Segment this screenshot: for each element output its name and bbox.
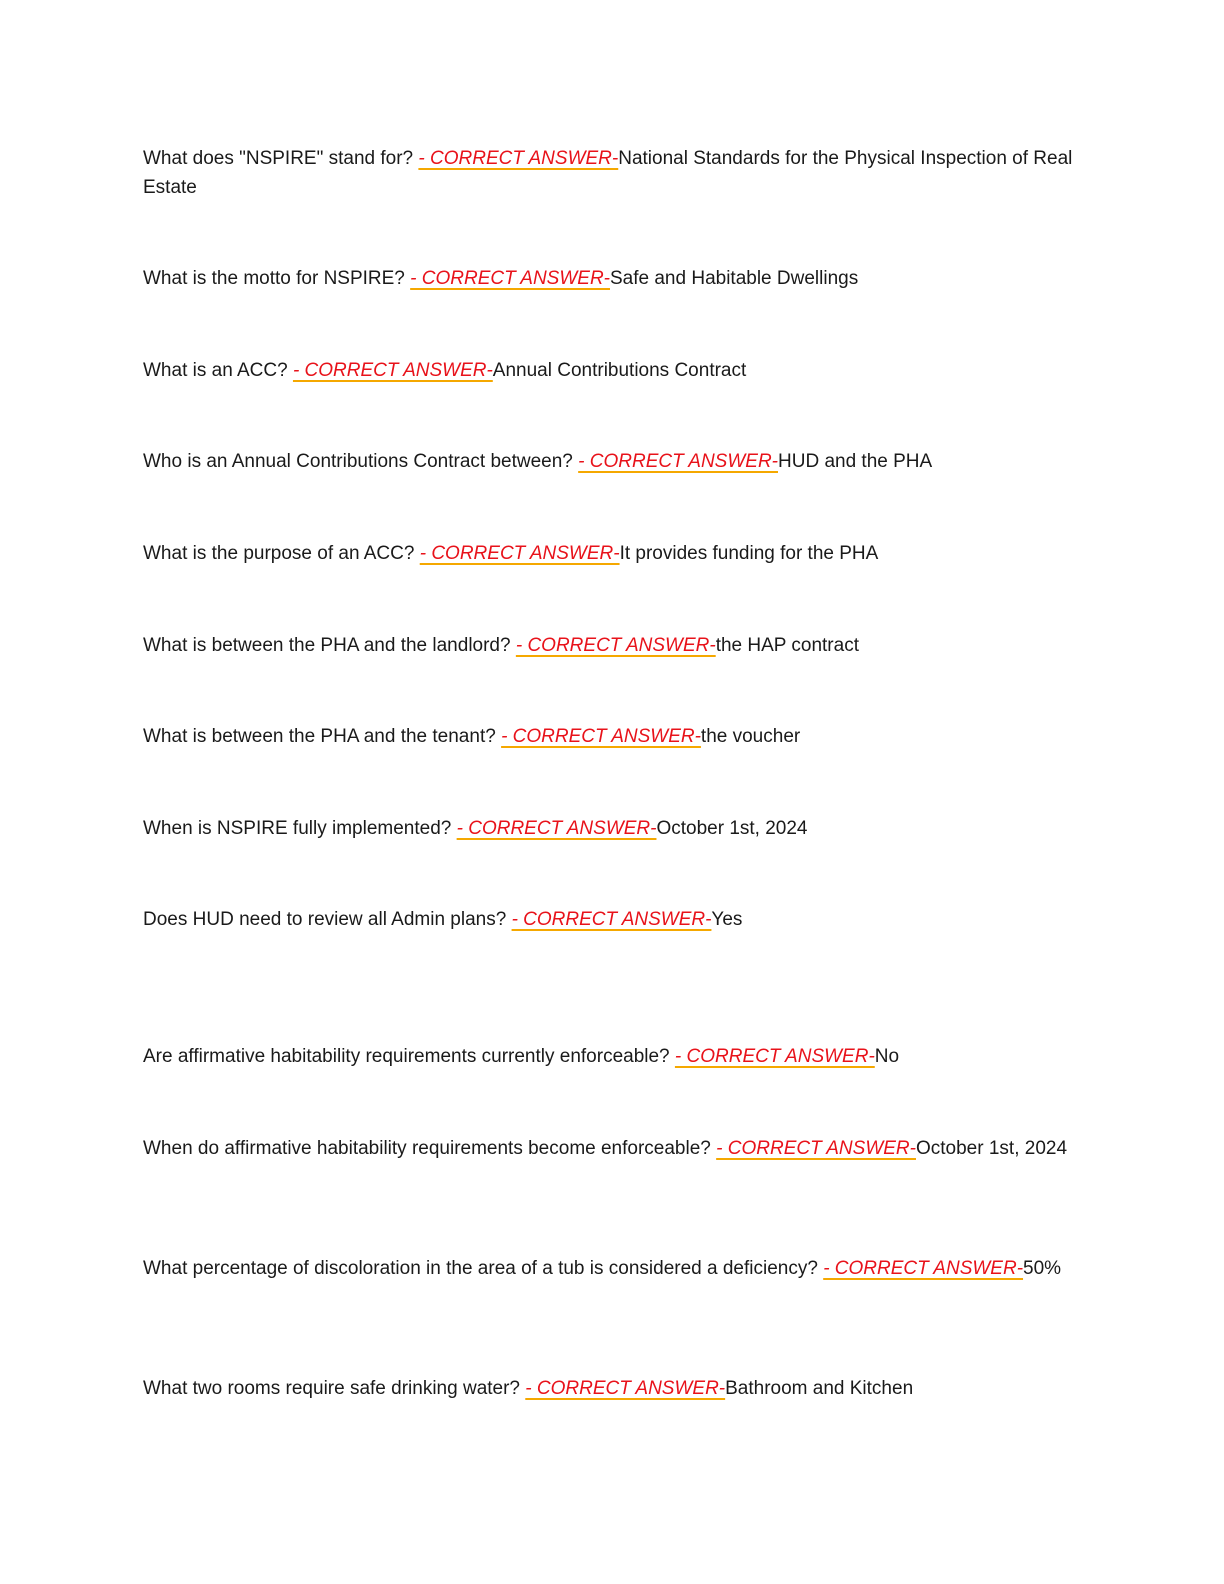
question-text: What is the purpose of an ACC? (143, 543, 420, 564)
correct-answer-label: - CORRECT ANSWER- (419, 543, 620, 564)
correct-answer-label: - CORRECT ANSWER- (578, 451, 778, 472)
answer-text: It provides funding for the PHA (619, 543, 879, 564)
answer-text: the HAP contract (715, 635, 859, 656)
answer-text: No (874, 1046, 900, 1067)
answer-text: HUD and the PHA (778, 451, 933, 472)
question-text: Are affirmative habitability requirements currently enforceable? (143, 1046, 675, 1067)
answer-text: Annual Contributions Contract (492, 360, 747, 381)
correct-answer-label: - CORRECT ANSWER- (410, 268, 610, 289)
qa-item (143, 356, 1078, 385)
question-text: When is NSPIRE fully implemented? (143, 818, 457, 839)
qa-item (143, 447, 1078, 476)
question-text: What is between the PHA and the landlord? (143, 635, 516, 656)
correct-answer-label: - CORRECT ANSWER- (456, 818, 657, 839)
correct-answer-label: - CORRECT ANSWER- (418, 148, 619, 169)
question-text: Does HUD need to review all Admin plans? (143, 909, 512, 930)
qa-item (143, 814, 1078, 843)
qa-item (143, 1254, 1078, 1283)
question-text: What does "NSPIRE" stand for? (143, 148, 419, 169)
answer-text: National Standards for the Physical Inspection of Real Estate (143, 148, 1073, 198)
qa-item (143, 1134, 1078, 1163)
question-text: Who is an Annual Contributions Contract between? (143, 451, 579, 472)
qa-item (143, 631, 1078, 660)
correct-answer-label: - CORRECT ANSWER- (716, 1138, 916, 1159)
answer-text: Yes (711, 909, 743, 930)
question-text: What is an ACC? (143, 360, 293, 381)
qa-item (143, 539, 1078, 568)
qa-item (143, 1374, 1078, 1403)
correct-answer-label: - CORRECT ANSWER- (292, 360, 493, 381)
answer-text: Safe and Habitable Dwellings (610, 268, 859, 289)
question-text: When do affirmative habitability requirements become enforceable? (143, 1138, 717, 1159)
answer-text: the voucher (700, 726, 801, 747)
correct-answer-label: - CORRECT ANSWER- (674, 1046, 875, 1067)
question-text: What percentage of discoloration in the area of a tub is considered a deficiency? (143, 1258, 824, 1279)
answer-text: Bathroom and Kitchen (725, 1378, 914, 1399)
question-text: What two rooms require safe drinking water? (143, 1378, 526, 1399)
qa-item (143, 264, 1078, 293)
qa-item (143, 1042, 1078, 1071)
question-text: What is between the PHA and the tenant? (143, 726, 502, 747)
question-text: What is the motto for NSPIRE? (143, 268, 411, 289)
answer-text: October 1st, 2024 (656, 818, 808, 839)
answer-text: 50% (1023, 1258, 1062, 1279)
correct-answer-label: - CORRECT ANSWER- (525, 1378, 726, 1399)
correct-answer-label: - CORRECT ANSWER- (511, 909, 712, 930)
correct-answer-label: - CORRECT ANSWER- (823, 1258, 1024, 1279)
qa-item (143, 144, 1078, 202)
correct-answer-label: - CORRECT ANSWER- (515, 635, 716, 656)
qa-item (143, 905, 1078, 934)
correct-answer-label: - CORRECT ANSWER- (501, 726, 701, 747)
qa-item (143, 722, 1078, 751)
answer-text: October 1st, 2024 (915, 1138, 1068, 1159)
